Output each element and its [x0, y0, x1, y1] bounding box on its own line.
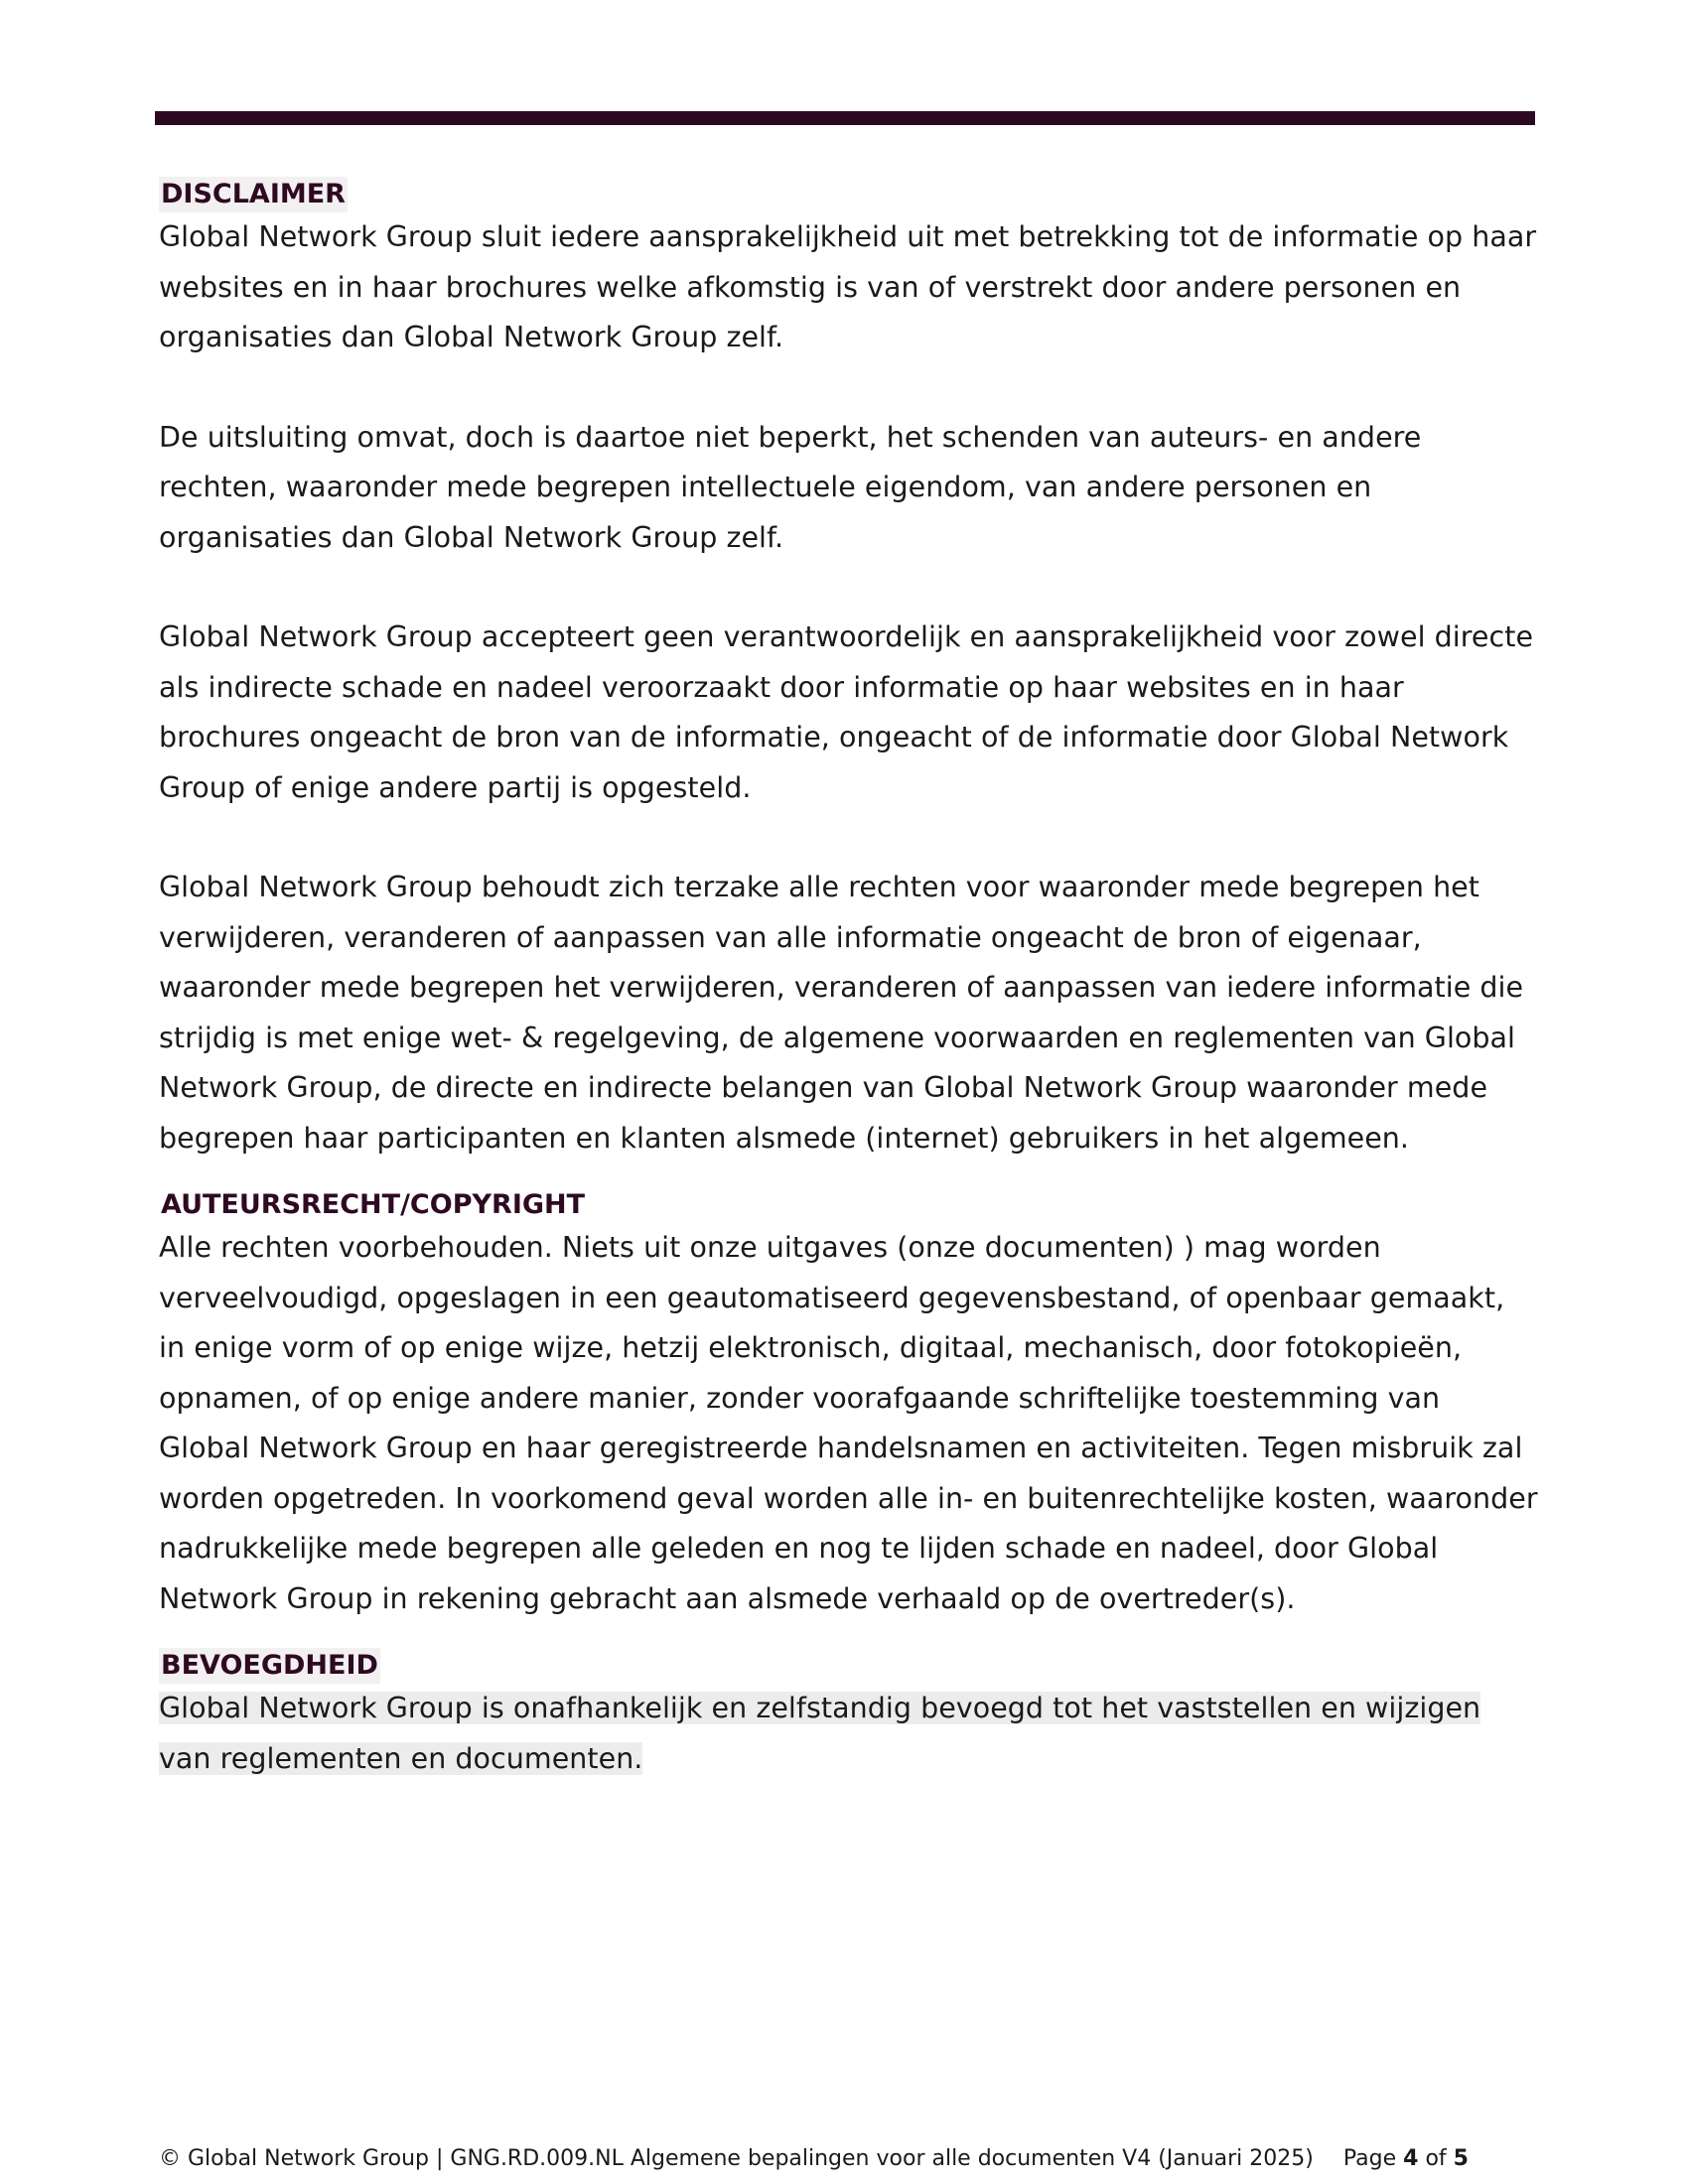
document-body	[159, 177, 1539, 1784]
disclaimer-paragraph-2: De uitsluiting omvat, doch is daartoe niet beperkt, het schenden van auteurs- en andere rechten, waaronder mede begrepen intellectuele eigendom, van andere personen en organisaties dan Global Network Group zelf.	[159, 420, 1422, 554]
page-number	[1343, 2146, 1469, 2171]
header-rule	[155, 111, 1535, 125]
authority-paragraph-text: Global Network Group is onafhankelijk en zelfstandig bevoegd tot het vaststellen en wijzigen van reglementen en documenten.	[159, 1692, 1481, 1775]
footer-copyright: © Global Network Group | GNG.RD.009.NL Algemene bepalingen voor alle documenten V4 (Januari 2025)	[159, 2146, 1314, 2171]
authority-heading: BEVOEGDHEID	[159, 1648, 380, 1684]
page-total: 5	[1453, 2146, 1469, 2171]
disclaimer-section	[159, 177, 1539, 1163]
page-footer	[159, 2144, 1549, 2174]
page-current: 4	[1403, 2146, 1419, 2171]
copyright-paragraph: Alle rechten voorbehouden. Niets uit onze uitgaves (onze documenten) ) mag worden verveelvoudigd, opgeslagen in een geautomatiseerd gegevensbestand, of openbaar gemaakt, in enige vorm of op enige wijze, hetzij elektronisch, digitaal, mechanisch, door fotokopieën, opnamen, of op enige andere manier, zonder voorafgaande schriftelijke toestemming van Global Network Group en haar geregistreerde handelsnamen en activiteiten. Tegen misbruik zal worden opgetreden. In voorkomend geval worden alle in- en buitenrechtelijke kosten, waaronder nadrukkelijke mede begrepen alle geleden en nog te lijden schade en nadeel, door Global Network Group in rekening gebracht aan alsmede verhaald op de overtreder(s).	[159, 1231, 1538, 1615]
authority-paragraph	[159, 1684, 1539, 1784]
authority-section	[159, 1648, 1539, 1784]
page-of: of	[1425, 2146, 1447, 2171]
disclaimer-heading: DISCLAIMER	[159, 177, 348, 212]
page-word: Page	[1342, 2146, 1397, 2171]
disclaimer-paragraph-4: Global Network Group behoudt zich terzake alle rechten voor waaronder mede begrepen het verwijderen, veranderen of aanpassen van alle informatie ongeacht de bron of eigenaar, waaronder mede begrepen het verwijderen, veranderen of aanpassen van iedere informatie die strijdig is met enige wet- & regelgeving, de algemene voorwaarden en reglementen van Global Network Group, de directe en indirecte belangen van Global Network Group waaronder mede begrepen haar participanten en klanten alsmede (internet) gebruikers in het algemeen.	[159, 871, 1524, 1155]
copyright-heading: AUTEURSRECHT/COPYRIGHT	[161, 1189, 586, 1220]
disclaimer-paragraph-1: Global Network Group sluit iedere aansprakelijkheid uit met betrekking tot de informatie op haar websites en in haar brochures welke afkomstig is van of verstrekt door andere personen en organisaties dan Global Network Group zelf.	[159, 220, 1537, 353]
copyright-section	[159, 1187, 1539, 1624]
disclaimer-paragraph-3: Global Network Group accepteert geen verantwoordelijk en aansprakelijkheid voor zowel directe als indirecte schade en nadeel veroorzaakt door informatie op haar websites en in haar brochures ongeacht de bron van de informatie, ongeacht of de informatie door Global Network Group of enige andere partij is opgesteld.	[159, 620, 1534, 804]
